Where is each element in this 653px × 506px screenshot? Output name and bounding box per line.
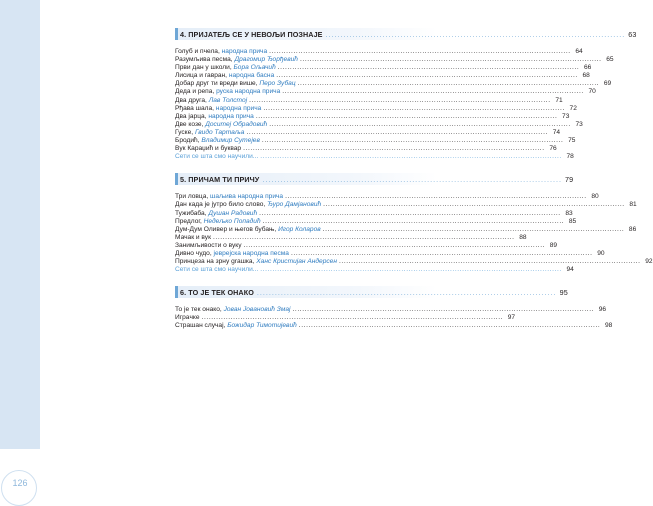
entry-title bbox=[175, 258, 337, 266]
entry-text: Добар друг ти вреди више, bbox=[175, 80, 260, 88]
dot-leader bbox=[278, 64, 580, 72]
entry-page-number: 73 bbox=[575, 120, 583, 128]
dot-leader bbox=[293, 306, 595, 314]
entry-genre: руска народна прича bbox=[216, 88, 281, 96]
entry-author: Ђуро Дамјановић bbox=[267, 201, 322, 209]
entry-text: Сети се шта смо научили... bbox=[175, 266, 259, 274]
dot-leader bbox=[282, 88, 584, 96]
dot-leader bbox=[263, 105, 565, 113]
toc-entry[interactable] bbox=[175, 145, 557, 153]
entry-genre: народна прича bbox=[221, 48, 268, 55]
entry-page-number: 90 bbox=[597, 249, 605, 257]
entry-page-number: 85 bbox=[568, 217, 577, 225]
entry-title bbox=[175, 322, 297, 330]
entry-author: Божидар Тимотијевић bbox=[227, 322, 297, 330]
dot-leader bbox=[263, 218, 565, 226]
section-title: 5. ПРИЧАМ ТИ ПРИЧУ bbox=[180, 174, 260, 184]
entry-title bbox=[175, 242, 242, 250]
dot-leader bbox=[276, 72, 578, 80]
entry-text: Предлог, bbox=[175, 217, 204, 225]
entry-title bbox=[175, 226, 321, 234]
toc-entry[interactable] bbox=[175, 201, 637, 209]
review-entry[interactable] bbox=[175, 266, 574, 274]
page-number: 126 bbox=[12, 478, 28, 488]
dot-leader bbox=[300, 56, 602, 64]
entry-text: Гуске, bbox=[175, 128, 195, 136]
entry-title bbox=[175, 97, 247, 105]
entry-title bbox=[175, 250, 289, 258]
entry-page-number: 86 bbox=[628, 225, 637, 233]
entry-genre: народна прича bbox=[215, 104, 262, 112]
toc-entry[interactable] bbox=[175, 104, 577, 113]
entry-text: Дан када је јутро било слово, bbox=[175, 201, 268, 209]
toc-section bbox=[175, 172, 653, 285]
entry-page-number: 92 bbox=[645, 258, 653, 266]
toc-entry[interactable] bbox=[175, 225, 637, 234]
toc-entry[interactable] bbox=[175, 56, 614, 64]
page-margin-strip bbox=[0, 0, 40, 449]
section-page-number: 79 bbox=[565, 174, 574, 184]
entry-author: Перо Зубац bbox=[259, 80, 296, 88]
entry-title bbox=[175, 137, 260, 145]
entry-text: Два друга, bbox=[175, 96, 209, 104]
entry-author: Душан Радовић bbox=[208, 209, 258, 217]
entry-title bbox=[175, 88, 280, 96]
entry-title bbox=[175, 80, 296, 88]
dot-leader bbox=[298, 80, 600, 88]
toc-entry[interactable] bbox=[175, 241, 558, 250]
entry-text: Страшан случај, bbox=[175, 322, 228, 330]
dot-leader bbox=[259, 210, 561, 218]
entry-text: Две козе, bbox=[175, 120, 206, 128]
entry-page-number: 98 bbox=[605, 322, 613, 330]
entry-page-number: 81 bbox=[629, 201, 637, 209]
dot-leader bbox=[213, 234, 515, 242]
dot-leader bbox=[299, 322, 601, 330]
toc-entry[interactable] bbox=[175, 233, 527, 242]
entry-text: Занимљивости о вуку bbox=[175, 241, 242, 249]
entry-text: Принцеза на зрну graшка, bbox=[175, 258, 257, 266]
entry-text: Дум-Дум Оливер и његов бубањ, bbox=[175, 225, 279, 233]
entry-page-number: 76 bbox=[549, 145, 557, 153]
entry-page-number: 75 bbox=[568, 137, 576, 145]
toc-entry[interactable] bbox=[175, 88, 596, 96]
entry-text: Разумљива песма, bbox=[175, 56, 235, 64]
toc-section bbox=[175, 27, 637, 172]
entry-genre: народна басна bbox=[228, 72, 275, 80]
toc-section bbox=[175, 285, 613, 341]
section-heading[interactable] bbox=[175, 172, 574, 186]
entry-author: Недељко Попадић bbox=[203, 217, 261, 225]
section-heading[interactable] bbox=[175, 285, 568, 299]
dot-leader bbox=[249, 97, 551, 105]
entry-title bbox=[175, 306, 291, 314]
entry-genre: шаљива народна прича bbox=[210, 193, 284, 201]
toc-entry[interactable] bbox=[175, 48, 583, 56]
dot-leader bbox=[257, 288, 557, 297]
entry-page-number: 64 bbox=[575, 48, 583, 55]
dot-leader bbox=[260, 153, 562, 161]
entry-title bbox=[175, 113, 254, 121]
entry-title bbox=[175, 266, 258, 274]
entry-genre: јеврејска народна песма bbox=[213, 249, 289, 257]
section-heading[interactable] bbox=[175, 27, 637, 41]
toc-entry[interactable] bbox=[175, 80, 612, 88]
entry-title bbox=[175, 210, 257, 218]
dot-leader bbox=[326, 30, 626, 39]
dot-leader bbox=[243, 145, 545, 153]
entry-list bbox=[175, 299, 613, 341]
entry-text: Игрaчке bbox=[175, 314, 200, 322]
entry-author: Драгомир Ђорђевић bbox=[234, 56, 298, 64]
entry-genre: народна прича bbox=[208, 112, 254, 120]
section-page-number: 95 bbox=[559, 287, 568, 297]
entry-text: Тужибаба, bbox=[175, 209, 209, 217]
entry-text: Два јарца, bbox=[175, 112, 209, 120]
dot-leader bbox=[260, 266, 562, 274]
entry-title bbox=[175, 105, 261, 113]
entry-text: Лисица и гавран, bbox=[175, 72, 229, 80]
entry-title bbox=[175, 121, 267, 129]
toc-entry[interactable] bbox=[175, 217, 577, 226]
entry-title bbox=[175, 153, 258, 161]
toc-entry[interactable] bbox=[175, 258, 653, 266]
section-page-number: 63 bbox=[628, 29, 637, 39]
entry-list bbox=[175, 41, 614, 172]
dot-leader bbox=[323, 201, 625, 209]
toc-entry[interactable] bbox=[175, 120, 583, 129]
entry-page-number: 73 bbox=[562, 112, 570, 120]
entry-page-number: 66 bbox=[583, 64, 592, 72]
dot-leader bbox=[256, 113, 558, 121]
entry-text: То је тек онако, bbox=[175, 306, 224, 314]
entry-page-number: 78 bbox=[566, 153, 574, 161]
review-entry[interactable] bbox=[175, 153, 574, 161]
dot-leader bbox=[246, 129, 548, 137]
entry-author: Игор Коларов bbox=[278, 225, 321, 233]
dot-leader bbox=[262, 137, 564, 145]
entry-page-number: 69 bbox=[603, 80, 612, 88]
toc-entry[interactable] bbox=[175, 128, 561, 137]
dot-leader bbox=[339, 258, 641, 266]
entry-text: Сети се шта смо научили... bbox=[175, 153, 259, 161]
dot-leader bbox=[262, 175, 562, 184]
entry-title bbox=[175, 129, 244, 137]
entry-list bbox=[175, 186, 653, 285]
toc-entry[interactable] bbox=[175, 322, 613, 330]
entry-page-number: 65 bbox=[606, 56, 614, 64]
entry-title bbox=[175, 201, 321, 209]
entry-text: Вук Караџић и буквар bbox=[175, 145, 242, 153]
entry-page-number: 71 bbox=[555, 96, 563, 104]
entry-page-number: 68 bbox=[582, 72, 590, 80]
entry-text: Три ловца, bbox=[175, 193, 211, 201]
entry-page-number: 74 bbox=[552, 128, 561, 136]
entry-text: Голуб и пчела, bbox=[175, 48, 222, 55]
section-title: 4. ПРИЈАТЕЉ СЕ У НЕВОЉИ ПОЗНАЈЕ bbox=[180, 29, 323, 39]
table-of-contents bbox=[175, 27, 653, 342]
entry-page-number: 80 bbox=[591, 193, 599, 201]
dot-leader bbox=[323, 226, 625, 234]
entry-author: Јован Јовановић Змај bbox=[223, 306, 291, 314]
entry-title bbox=[175, 145, 241, 153]
toc-entry[interactable] bbox=[175, 96, 563, 105]
entry-author: Ханс Кристијан Андерсен bbox=[256, 258, 337, 266]
entry-title bbox=[175, 234, 211, 242]
entry-page-number: 83 bbox=[565, 209, 573, 217]
entry-page-number: 96 bbox=[598, 306, 607, 314]
dot-leader bbox=[269, 121, 571, 129]
entry-page-number: 88 bbox=[519, 233, 527, 241]
dot-leader bbox=[291, 250, 593, 258]
entry-text: Први дан у школи, bbox=[175, 64, 234, 72]
entry-page-number: 72 bbox=[569, 104, 577, 112]
entry-page-number: 94 bbox=[566, 266, 574, 274]
dot-leader bbox=[244, 242, 546, 250]
entry-author: Бора Ољачић bbox=[233, 64, 276, 72]
entry-text: Дивно чудо, bbox=[175, 249, 214, 257]
entry-text: Рђава шала, bbox=[175, 104, 216, 112]
entry-page-number: 70 bbox=[588, 88, 596, 96]
toc-entry[interactable] bbox=[175, 137, 576, 145]
entry-title bbox=[175, 48, 267, 56]
entry-text: Мачак и вук bbox=[175, 233, 211, 241]
entry-author: Лав Толстој bbox=[208, 96, 248, 104]
dot-leader bbox=[269, 48, 571, 56]
entry-title bbox=[175, 218, 261, 226]
entry-author: Доситеј Обрадовић bbox=[205, 120, 268, 128]
page-number-badge bbox=[1, 470, 37, 506]
entry-title bbox=[175, 56, 298, 64]
entry-page-number: 89 bbox=[549, 241, 558, 249]
entry-text: Бродић, bbox=[175, 137, 202, 145]
entry-author: Гвидо Тартаља bbox=[194, 128, 245, 136]
toc-entry[interactable] bbox=[175, 209, 573, 218]
section-title: 6. ТО ЈЕ ТЕК ОНАКО bbox=[180, 287, 254, 297]
toc-entry[interactable] bbox=[175, 306, 607, 314]
entry-text: Деда и репа, bbox=[175, 88, 217, 96]
dot-leader bbox=[285, 193, 587, 201]
toc-entry[interactable] bbox=[175, 249, 605, 258]
entry-author: Владимир Сутејев bbox=[201, 137, 260, 145]
toc-entry[interactable] bbox=[175, 112, 570, 121]
entry-page-number: 97 bbox=[507, 314, 516, 322]
